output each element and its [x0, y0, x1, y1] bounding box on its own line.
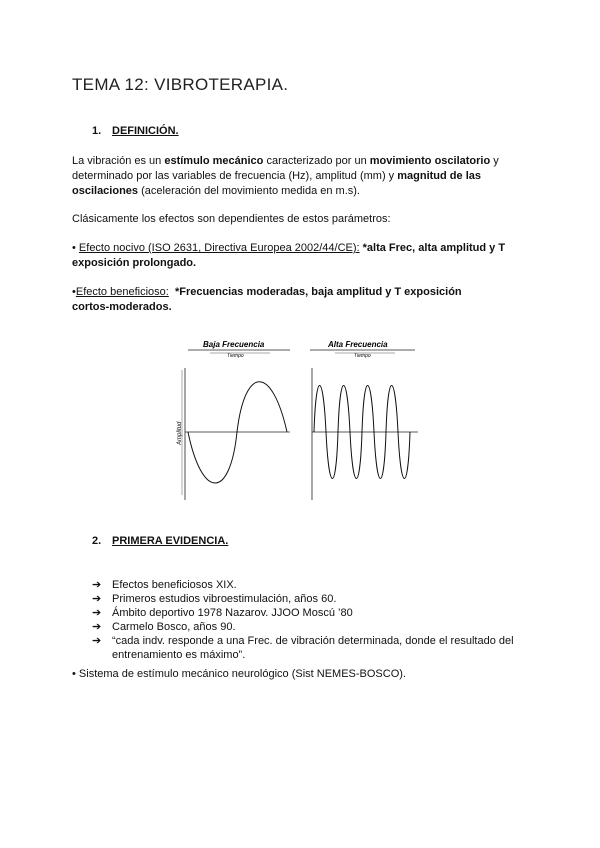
list-item-text: Efectos beneficiosos XIX. [112, 579, 237, 591]
arrow-icon: ➔ [92, 593, 102, 605]
beneficial-effect-text: *Frecuencias moderadas, baja amplitud y T exposición cortos-moderados. [72, 286, 462, 313]
arrow-icon: ➔ [92, 579, 102, 591]
arrow-icon: ➔ [92, 621, 102, 633]
high-frequency-title: Alta Frecuencia [328, 340, 388, 349]
section-2-number: 2. [92, 535, 102, 547]
amplitude-label: Amplitud [177, 421, 183, 445]
nemes-bosco-text: Sistema de estímulo mecánico neurológico (Sist NEMES-BOSCO). [78, 668, 406, 680]
def-text-1: La vibración es un [72, 155, 165, 167]
list-item-text: Carmelo Bosco, años 90. [112, 621, 236, 633]
frequency-figure [170, 330, 430, 500]
bullet: • [72, 668, 76, 680]
list-item [92, 578, 522, 592]
list-item-text: Ámbito deportivo 1978 Nazarov. JJOO Moscú ’80 [112, 607, 353, 619]
beneficial-effect-paragraph [72, 285, 492, 315]
beneficial-effect-label: Efecto beneficioso: [75, 286, 169, 298]
section-2-heading [92, 535, 228, 547]
bullet: • [72, 242, 76, 254]
high-frequency-time-label: Tiempo [354, 353, 371, 359]
section-2-title: PRIMERA EVIDENCIA. [112, 535, 229, 547]
def-text-2: caracterizado por un [263, 155, 370, 167]
harmful-effect-paragraph [72, 241, 532, 271]
def-text-4: (aceleración del movimiento medida en m.s). [138, 185, 360, 197]
list-item [92, 620, 522, 634]
section-1-title: DEFINICIÓN. [112, 125, 179, 137]
list-item [92, 606, 522, 620]
definition-paragraph [72, 154, 532, 199]
section-1-heading [92, 125, 179, 137]
list-item-text: Primeros estudios vibroestimulación, años 60. [112, 593, 337, 605]
list-item-text: “cada indv. responde a una Frec. de vibración determinada, donde el resultado del entrenamiento es máximo”. [112, 635, 514, 661]
list-item [92, 634, 522, 662]
def-bold-2: movimiento oscilatorio [369, 155, 491, 167]
low-frequency-time-label: Tiempo [227, 353, 244, 359]
parameters-paragraph: Clásicamente los efectos son dependientes de estos parámetros: [72, 213, 391, 225]
section-1-number: 1. [92, 125, 102, 137]
def-bold-1: estímulo mecánico [164, 155, 264, 167]
def-text-3: y determinado por las variables de frecuencia (Hz), amplitud (mm) y [72, 155, 499, 182]
list-item [92, 592, 522, 606]
def-bold-3: magnitud de las oscilaciones [72, 170, 481, 197]
evidence-list [92, 578, 522, 662]
harmful-effect-text: *alta Frec, alta amplitud y T exposición prolongado. [72, 242, 506, 269]
arrow-icon: ➔ [92, 635, 102, 647]
harmful-effect-label: Efecto nocivo (ISO 2631, Directiva Europea 2002/44/CE): [78, 242, 360, 254]
low-frequency-title: Baja Frecuencia [203, 340, 265, 349]
bullet: • [72, 286, 76, 298]
page-title: TEMA 12: VIBROTERAPIA. [72, 75, 289, 94]
arrow-icon: ➔ [92, 607, 102, 619]
nemes-bosco-line [72, 667, 532, 682]
